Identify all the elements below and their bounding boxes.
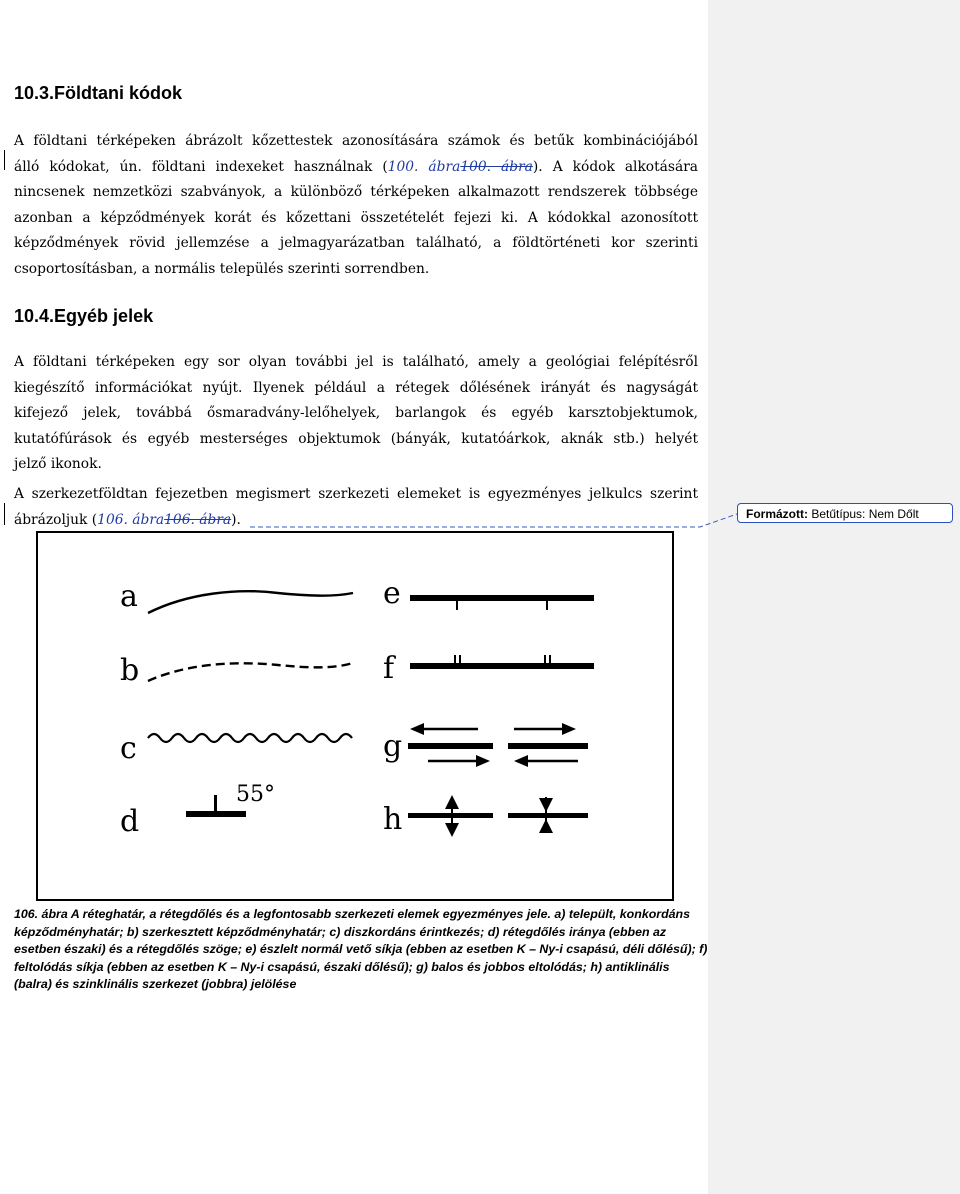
text-line: A szerkezetföldtan fejezetben megismert szerkezeti elemeket is egyezményes jelkulcs szerint bbox=[14, 486, 698, 502]
format-comment-balloon[interactable] bbox=[737, 503, 953, 523]
text-line: nincsenek nemzetközi szabványok, a különböző térképeken alkalmazott rendszerek többsége bbox=[14, 184, 698, 200]
text-fragment: ábrázoljuk ( bbox=[14, 511, 98, 528]
text-line: csoportosításban, a normális település szerinti sorrendben. bbox=[14, 260, 430, 277]
symbol-g-strike-slip bbox=[408, 723, 588, 767]
caption-line: esetben északi) és a rétegdőlés szöge; e) észlelt normál vető síkja (ebben az esetben K – Ny-i csapású, déli dőlésű); f) bbox=[14, 942, 708, 957]
caption-line: (balra) és szinklinális szerkezet (jobbra) jelölése bbox=[14, 977, 297, 992]
symbol-d-dip bbox=[186, 782, 275, 817]
text-fragment: ). A kódok alkotására bbox=[532, 158, 699, 175]
comment-value: Betűtípus: Nem Dőlt bbox=[808, 507, 919, 521]
figure-caption bbox=[14, 906, 708, 994]
symbol-c-discordant-contact bbox=[148, 734, 352, 742]
label-e: e bbox=[383, 576, 401, 611]
label-d: d bbox=[120, 804, 140, 839]
symbol-b-constructed-boundary bbox=[148, 663, 353, 681]
section-heading-foldtani-kodok: 10.3.Földtani kódok bbox=[14, 83, 183, 103]
text-line: azonban a képződmények korát és kőzettani összetételét fejezi ki. A kódokkal azonosított bbox=[14, 209, 698, 226]
symbol-e-normal-fault bbox=[410, 595, 594, 610]
dip-angle-label: 55° bbox=[236, 782, 275, 807]
label-g: g bbox=[383, 729, 403, 764]
symbol-a-conformable-boundary bbox=[148, 591, 353, 613]
text-line: A földtani térképeken ábrázolt kőzettestek azonosítására számok és betűk kombinációjából bbox=[14, 133, 698, 149]
text-line: képződmények rövid jellemzése a jelmagyarázatban található, a földtörténeti kor szerinti bbox=[14, 235, 698, 251]
text-line: kifejező jelek, továbbá ősmaradvány-lelőhelyek, barlangok és egyéb karsztobjektumok, bbox=[14, 405, 698, 421]
text-fragment: ). bbox=[231, 511, 241, 528]
label-f: f bbox=[383, 651, 395, 686]
caption-line: feltolódás síkja (ebben az esetben K – Ny-i csapású, északi dőlésű); g) balos és jobbos eltolódás; h) antiklinális bbox=[14, 959, 670, 974]
label-h: h bbox=[383, 802, 403, 837]
deleted-reference: 106. ábra bbox=[164, 511, 232, 528]
section-heading-egyeb-jelek: 10.4.Egyéb jelek bbox=[14, 306, 154, 326]
deleted-reference: 100. ábra bbox=[460, 158, 533, 175]
figure-reference-link[interactable]: 106. ábra bbox=[97, 511, 165, 528]
text-fragment: álló kódokat, ún. földtani indexeket használnak ( bbox=[14, 158, 388, 175]
text-line: kiegészítő információkat nyújt. Ilyenek például a rétegek dőlésének irányát és nagyságát bbox=[14, 379, 698, 396]
comment-label: Formázott: bbox=[746, 507, 808, 521]
symbol-f-thrust-fault bbox=[410, 655, 594, 669]
text-line: A földtani térképeken egy sor olyan további jel is található, amely a geológiai felépítésről bbox=[14, 354, 698, 370]
text-line: jelző ikonok. bbox=[14, 456, 102, 472]
figure-structural-symbols bbox=[36, 531, 674, 901]
label-b: b bbox=[120, 653, 140, 688]
symbols-diagram bbox=[38, 533, 672, 899]
text-line: kutatófúrások és egyéb mesterséges objektumok (bányák, kutatóárkok, aknák stb.) helyét bbox=[14, 430, 698, 447]
caption-line: 106. ábra A réteghatár, a rétegdőlés és a legfontosabb szerkezeti elemek egyezményes jele. a) települt, konkordáns bbox=[14, 907, 691, 921]
label-a: a bbox=[120, 579, 138, 614]
label-c: c bbox=[120, 731, 137, 766]
symbol-h-anticline-syncline bbox=[408, 795, 588, 837]
figure-reference-link[interactable]: 100. ábra bbox=[387, 158, 461, 175]
caption-line: képződményhatár; b) szerkesztett képződményhatár; c) diszkordáns érintkezés; d) rétegdőlés iránya (ebben az bbox=[14, 924, 667, 939]
